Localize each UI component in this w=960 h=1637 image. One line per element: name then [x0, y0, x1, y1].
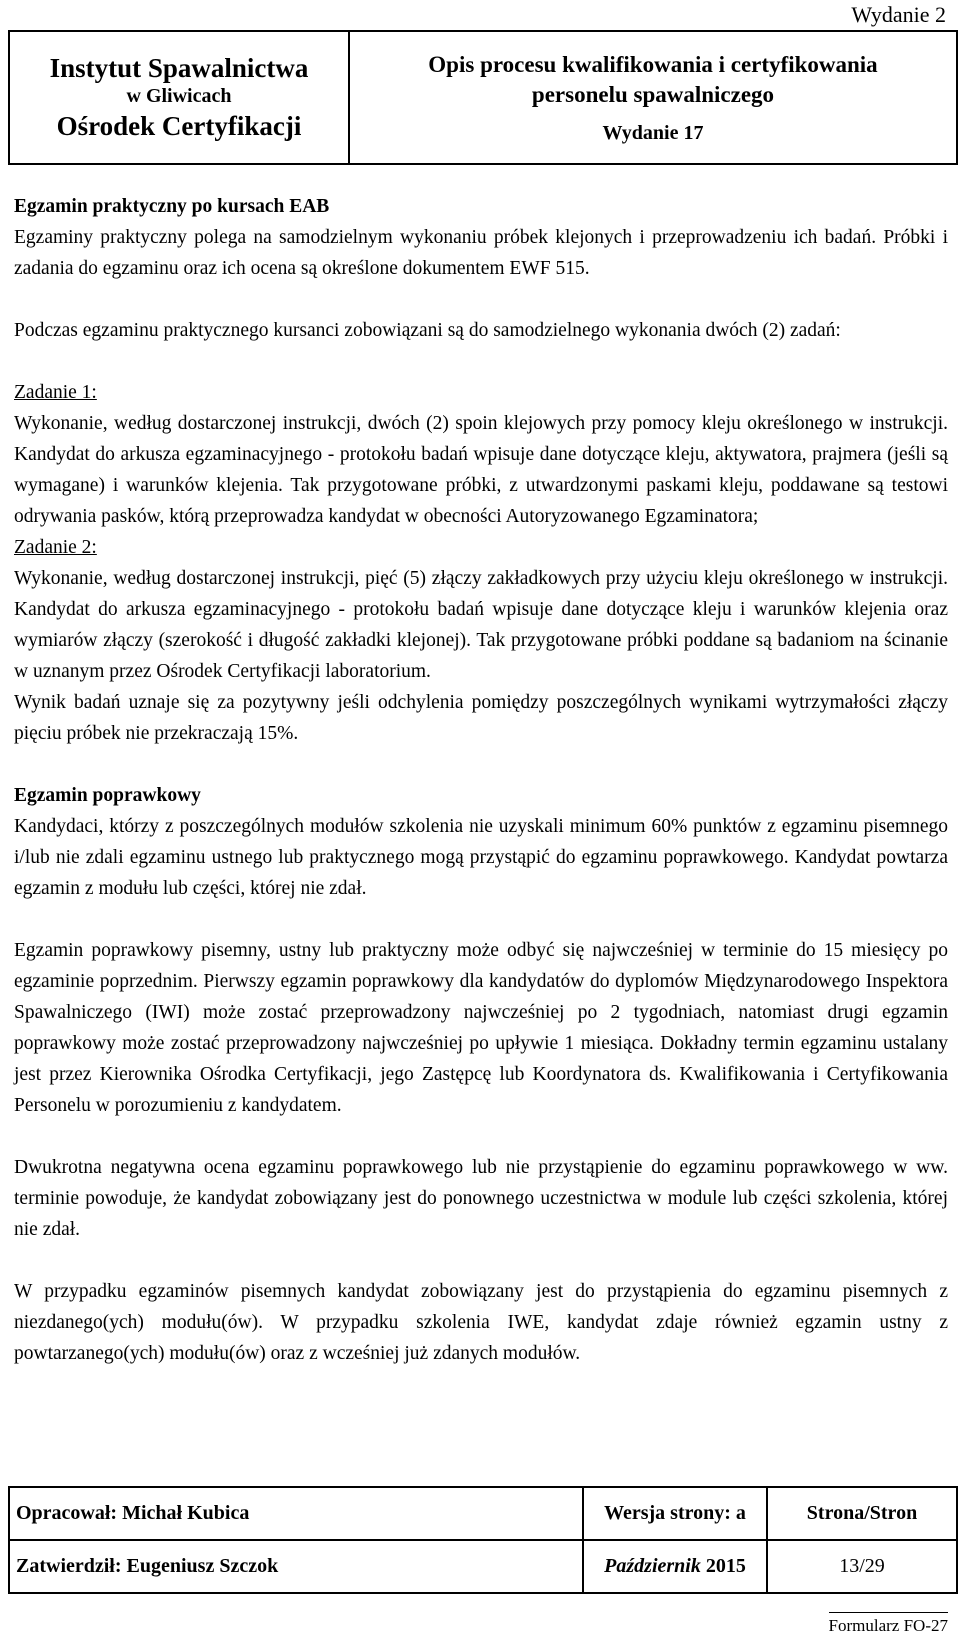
form-code: Formularz FO-27 — [829, 1612, 948, 1637]
retake-paragraph-3: Dwukrotna negatywna ocena egzaminu poprawkowego lub nie przystąpienie do egzaminu poprawkowego w ww. terminie powoduje, że kandydat zobowiązany jest do ponownego uczestnictwa w module lub części szkolenia, której nie zdał. — [14, 1157, 948, 1240]
tasks-intro: Podczas egzaminu praktycznego kursanci zobowiązani są do samodzielnego wykonania dwóch (2) zadań: — [14, 320, 841, 341]
issue-month: Październik — [604, 1555, 701, 1577]
document-footer — [8, 1486, 958, 1594]
document-title-line1: Opis procesu kwalifikowania i certyfikowania — [428, 52, 878, 77]
document-title-line2: personelu spawalniczego — [531, 82, 775, 107]
prepared-by: Opracował: Michał Kubica — [9, 1487, 583, 1540]
retake-paragraph-4: W przypadku egzaminów pisemnych kandydat zobowiązany jest do przystąpienia do egzaminu pisemnych z niezdanego(ych) modułu(ów). W przypadku szkolenia IWE, kandydat zdaje również egzamin ustny z powtarzanego(ych) modułu(ów) oraz z wcześniej już zdanych modułów. — [14, 1281, 948, 1364]
retake-paragraph-2: Egzamin poprawkowy pisemny, ustny lub praktyczny może odbyć się najwcześniej w terminie do 15 miesięcy po egzaminie poprzednim. Pierwszy egzamin poprawkowy dla kandydatów do dyplomów Międzynarodowego Inspektora Spawalniczego (IWI) może zostać przeprowadzony najwcześniej po 2 tygodniach, natomiast drugi egzamin poprawkowy może zostać przeprowadzony najwcześniej po upływie 1 miesiąca. Dokładny termin egzaminu ustalany jest przez Kierownika Ośrodka Certyfikacji, jego Zastępcę lub Koordynatora ds. Kwalifikowania i Certyfikowania Personelu w porozumieniu z kandydatem. — [14, 940, 948, 1116]
approved-by: Zatwierdził: Eugeniusz Szczok — [9, 1540, 583, 1593]
retake-paragraph-1: Kandydaci, którzy z poszczególnych modułów szkolenia nie uzyskali minimum 60% punktów z egzaminu pisemnego i/lub nie zdali egzaminu ustnego lub praktycznego mogą przystąpić do egzaminu poprawkowego. Kandydat powtarza egzamin z modułu lub części, której nie zdał. — [14, 816, 948, 899]
page-number: 13/29 — [767, 1540, 957, 1593]
page-count-label: Strona/Stron — [767, 1487, 957, 1540]
task1-label: Zadanie 1: — [14, 382, 97, 403]
result-paragraph: Wynik badań uznaje się za pozytywny jeśli odchylenia pomiędzy poszczególnych wynikami wytrzymałości złączy pięciu próbek nie przekraczają 15%. — [14, 692, 948, 744]
issue-date — [583, 1540, 767, 1593]
organization-city: w Gliwicach — [126, 84, 232, 107]
page-version: Wersja strony: a — [583, 1487, 767, 1540]
retake-heading: Egzamin poprawkowy — [14, 785, 201, 806]
task1-paragraph: Wykonanie, według dostarczonej instrukcji, dwóch (2) spoin klejowych przy pomocy kleju określonego w instrukcji. Kandydat do arkusza egzaminacyjnego - protokołu badań wpisuje dane dotyczące kleju, aktywatora, prajmera (jeśli są wymagane) i warunków klejenia. Tak przygotowane próbki, z utwardzonymi paskami kleju, poddawane są testowi odrywania pasków, którą przeprowadza kandydat w obecności Autoryzowanego Egzaminatora; — [14, 413, 948, 527]
issue-year: 2015 — [705, 1555, 746, 1577]
eab-heading: Egzamin praktyczny po kursach EAB — [14, 196, 330, 217]
document-title-cell — [349, 31, 957, 164]
organization-cell — [9, 31, 349, 164]
organization-name: Instytut Spawalnictwa — [49, 52, 309, 83]
top-edition-label: Wydanie 2 — [851, 2, 946, 27]
task2-label: Zadanie 2: — [14, 537, 97, 558]
eab-paragraph: Egzaminy praktyczny polega na samodzielnym wykonaniu próbek klejonych i przeprowadzeniu ich badań. Próbki i zadania do egzaminu oraz ich ocena są określone dokumentem EWF 515. — [14, 227, 948, 279]
document-body — [14, 191, 948, 1369]
document-header — [8, 30, 958, 165]
task2-paragraph: Wykonanie, według dostarczonej instrukcji, pięć (5) złączy zakładkowych przy użyciu kleju określonego w instrukcji. Kandydat do arkusza egzaminacyjnego - protokołu badań wpisuje dane dotyczące kleju i warunków klejenia oraz wymiarów złączy (szerokość i długość zakładki klejonej). Tak przygotowane próbki poddane są badaniom na ścinanie w uznanym przez Ośrodek Certyfikacji laboratorium. — [14, 568, 948, 682]
document-edition: Wydanie 17 — [602, 122, 704, 144]
organization-unit: Ośrodek Certyfikacji — [56, 110, 302, 141]
